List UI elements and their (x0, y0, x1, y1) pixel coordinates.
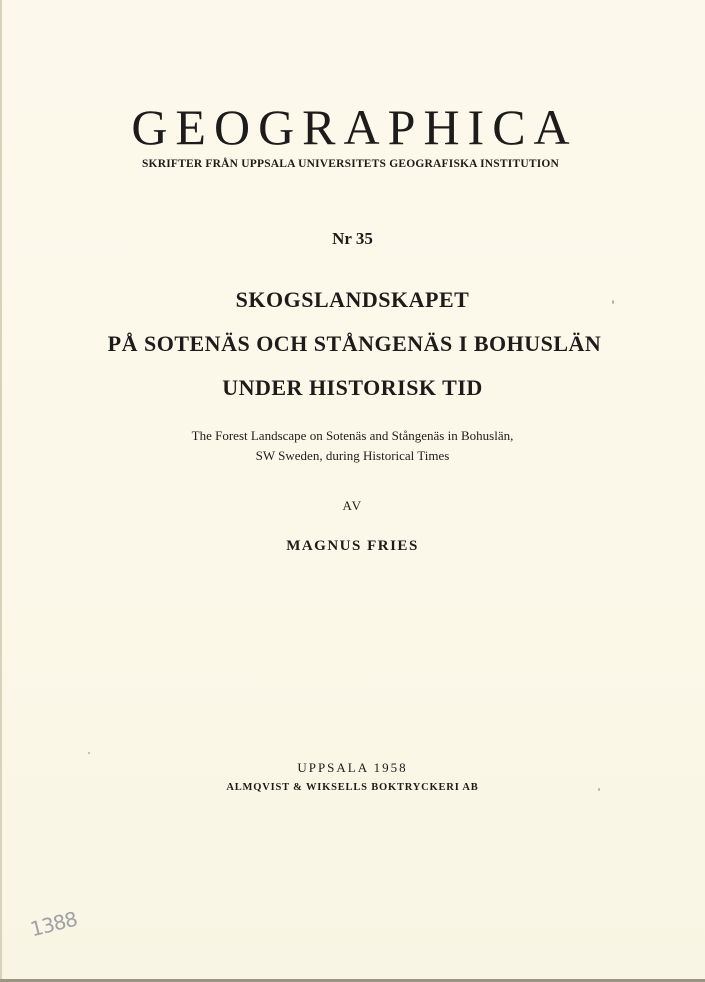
main-title-line-2: PÅ SOTENÄS OCH STÅNGENÄS I BOHUSLÄN (107, 331, 602, 356)
english-title-line-2: SW Sweden, during Historical Times (255, 448, 450, 463)
handwritten-pencil-note: 1388 (27, 906, 80, 942)
publisher: ALMQVIST & WIKSELLS BOKTRYCKERI AB (226, 782, 479, 793)
series-subtitle: SKRIFTER FRÅN UPPSALA UNIVERSITETS GEOGRAFISKA INSTITUTION (141, 158, 560, 170)
main-title-line-3: UNDER HISTORISK TID (222, 375, 483, 400)
paper-speck (88, 752, 90, 754)
paper-speck (598, 788, 600, 791)
byline: AV (342, 498, 363, 513)
english-title-line-1: The Forest Landscape on Sotenäs and Stångenäs in Bohuslän, (191, 428, 514, 443)
paper-speck (612, 300, 614, 304)
series-title: GEOGRAPHICA (131, 99, 578, 155)
author-name: MAGNUS FRIES (286, 538, 419, 554)
series-number: Nr 35 (332, 229, 373, 248)
place-and-year: UPPSALA 1958 (297, 760, 408, 775)
main-title-line-1: SKOGSLANDSKAPET (235, 287, 470, 312)
